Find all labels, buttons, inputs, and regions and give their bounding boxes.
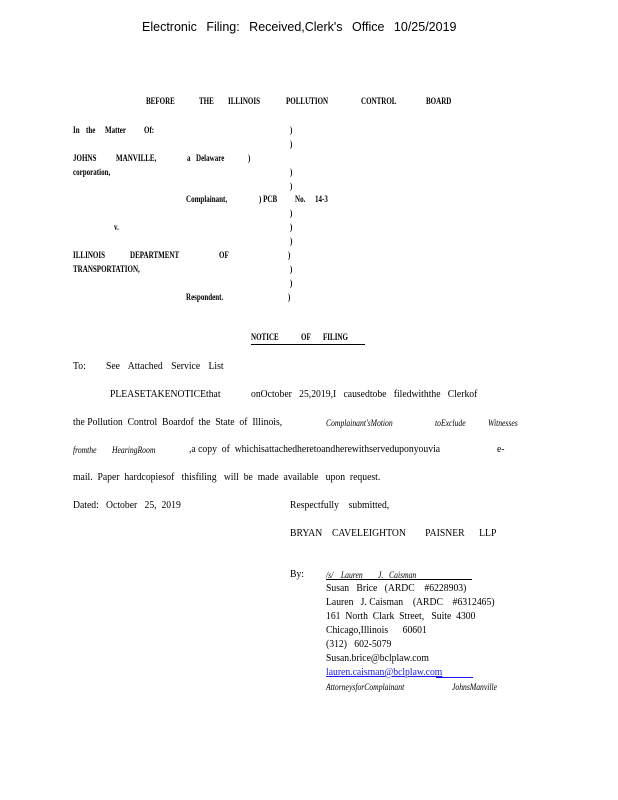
respondent-label: Respondent. [186,292,224,302]
complainant-label: Complainant, [186,194,228,204]
address-line: 161 North Clark Street, Suite 4300 [326,610,476,622]
to-recipients: See Attached Service List [106,360,224,372]
to-label: To: [73,360,86,372]
motion-title: toExclude [435,418,466,428]
caption-paren: ) [288,250,291,260]
address-line: Chicago,Illinois 60601 [326,624,427,636]
notice-underline [251,344,365,345]
case-number: 14-3 [315,194,328,204]
caption-word: Matter [105,125,127,135]
caption-paren: ) [290,208,293,218]
paragraph-text: onOctober 25,2019,I causedtobe filedwiththe Clerkof [251,388,478,400]
email-link-underline [436,677,473,678]
court-word: POLLUTION [286,96,329,106]
paragraph-text: mail. Paper hardcopiesof thisfiling will be made available upon request. [73,471,381,483]
caption-paren: ) [290,139,293,149]
caption-word: DEPARTMENT [130,250,180,260]
caption-paren: ) [290,236,293,246]
caption-word: Delaware [196,153,225,163]
caption-paren: ) [248,153,251,163]
caption-word: OF [219,250,229,260]
court-word: THE [199,96,214,106]
court-word: BEFORE [146,96,175,106]
filing-header: Electronic Filing: Received,Clerk's Office 10/25/2019 [142,20,457,34]
motion-title: Witnesses [488,418,518,428]
caption-paren: ) [290,181,293,191]
notice-word: OF [301,332,311,342]
caption-word: Of: [144,125,155,135]
pcb-label: No. [295,194,306,204]
caption-word: a [187,153,191,163]
court-word: CONTROL [361,96,397,106]
signature-line [326,579,472,580]
e-signature: /s/ Lauren J. Caisman [326,570,417,580]
caption-paren: ) [290,222,293,232]
paragraph-text: the Pollution Control Boardof the State of Illinois, [73,416,283,428]
attorney-line: Susan Brice (ARDC #6228903) [326,582,467,594]
caption-paren: ) [290,278,293,288]
caption-word: ILLINOIS [73,250,106,260]
versus-label: v. [114,222,119,232]
caption-word: JOHNS [73,153,97,163]
notice-word: NOTICE [251,332,279,342]
motion-title: HearingRoom [112,445,156,455]
firm-name: BRYAN CAVELEIGHTON PAISNER LLP [290,527,497,539]
caption-word: the [86,125,96,135]
paragraph-text: ,a copy of whichisattachedheretoandherewithserveduponyouvia [189,443,441,455]
caption-paren: ) [288,292,291,302]
caption-line: corporation, [73,167,111,177]
paragraph-text: PLEASETAKENOTICEthat [110,388,221,400]
client-name: JohnsManville [452,682,498,692]
caption-paren: ) [290,125,293,135]
paragraph-text: e- [497,443,505,455]
notice-word: FILING [323,332,348,342]
motion-title: Complainant'sMotion [326,418,393,428]
court-word: ILLINOIS [228,96,261,106]
closing-line: Respectfully submitted, [290,499,390,511]
court-word: BOARD [426,96,452,106]
caption-word: In [73,125,80,135]
email-line: Susan.brice@bclplaw.com [326,652,429,664]
pcb-label: ) PCB [259,194,278,204]
caption-word: MANVILLE, [116,153,157,163]
by-label: By: [290,568,304,580]
motion-title: fromthe [73,445,97,455]
attorney-line: Lauren J. Caisman (ARDC #6312465) [326,596,495,608]
email-link[interactable]: lauren.caisman@bclplaw.com [326,666,443,678]
attorneys-for: AttorneysforComplainant [326,682,405,692]
caption-paren: ) [290,264,293,274]
caption-paren: ) [290,167,293,177]
date-line: Dated: October 25, 2019 [73,499,181,511]
phone-line: (312) 602-5079 [326,638,392,650]
caption-line: TRANSPORTATION, [73,264,140,274]
